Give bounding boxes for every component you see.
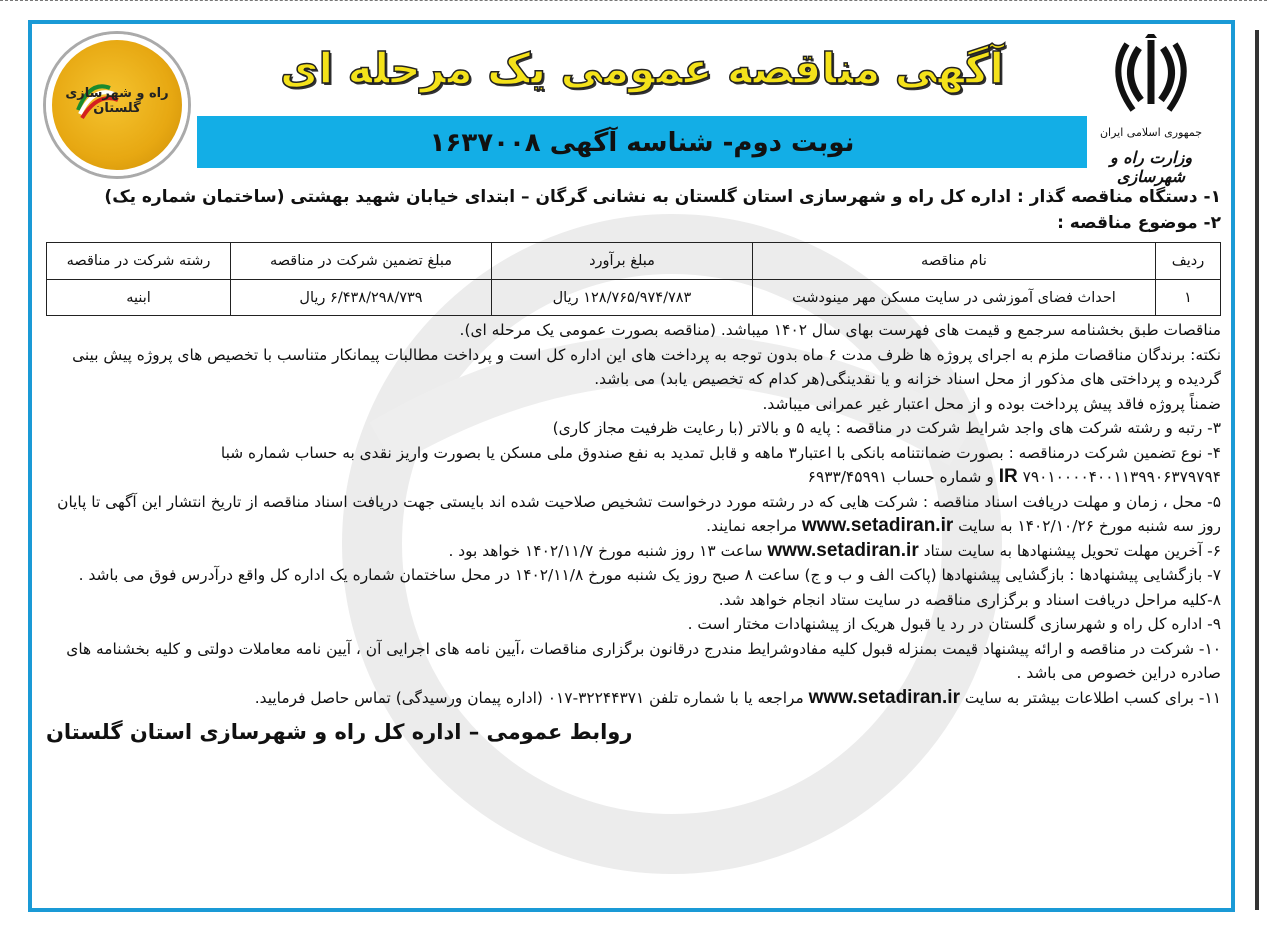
item-4-text: ۴- نوع تضمین شرکت درمناقصه : بصورت ضمانتنامه بانکی با اعتبار۳ ماهه و قابل تمدید به نفع صندوق ملی مسکن یا بصورت واریز نقدی به حساب شماره شبا bbox=[220, 443, 1221, 462]
item-11-text: ۱۱- برای کسب اطلاعات بیشتر به سایت bbox=[964, 688, 1221, 707]
item-1: ۱- دستگاه مناقصه گذار : اداره کل راه و شهرسازی استان گلستان به نشانی گرگان – ابتدای خیابان شهید بهشتی (ساختمان شماره یک) bbox=[104, 187, 1221, 207]
road-urban-golestan-logo bbox=[46, 34, 188, 176]
col-guarantee: مبلغ تضمین شرکت در مناقصه bbox=[231, 243, 492, 280]
cell-guarantee: ۶/۴۳۸/۲۹۸/۷۳۹ ریال bbox=[231, 280, 492, 316]
item-5-end: مراجعه نمایند. bbox=[706, 517, 797, 535]
top-dashed-rule bbox=[0, 0, 1267, 11]
item-9: ۹- اداره کل راه و شهرسازی گلستان در رد یا قبول هریک از پیشنهادات مختار است . bbox=[687, 615, 1221, 633]
cell-estimate: ۱۲۸/۷۶۵/۹۷۴/۷۸۳ ریال bbox=[492, 280, 753, 316]
para-basis: مناقصات طبق بخشنامه سرجمع و قیمت های فهرست بهای سال ۱۴۰۲ میباشد. (مناقصه بصورت عمومی یک مرحله ای). bbox=[459, 321, 1221, 339]
page-edge-line bbox=[1255, 30, 1259, 910]
cell-row: ۱ bbox=[1156, 280, 1221, 316]
notice-id: نوبت دوم- شناسه آگهی ۱۶۳۷۰۰۸ bbox=[429, 128, 855, 158]
item-5 bbox=[46, 490, 1221, 539]
item-4-ir: IR bbox=[998, 466, 1018, 487]
republic-label: جمهوری اسلامی ایران bbox=[1099, 126, 1203, 139]
ministry-label: وزارت راه و شهرسازی bbox=[1109, 148, 1193, 186]
col-row: ردیف bbox=[1156, 243, 1221, 280]
item-7: ۷- بازگشایی پیشنهادها : بازگشایی پیشنهادها (پاکت الف و ب و ج) ساعت ۸ صبح روز یک شنبه مورخ ۱۴۰۲/۱۱/۸ در محل ساختمان شماره یک اداره کل واقع درآدرس فوق می باشد . bbox=[78, 566, 1221, 584]
item-3: ۳- رتبه و رشته شرکت های واجد شرایط شرکت در مناقصه : پایه ۵ و بالاتر (با رعایت ظرفیت مجاز کاری) bbox=[552, 419, 1221, 437]
cell-field: ابنیه bbox=[47, 280, 231, 316]
cell-name: احداث فضای آموزشی در سایت مسکن مهر مینودشت bbox=[753, 280, 1156, 316]
item-11-end: مراجعه یا با شماره تلفن ۳۲۲۴۴۳۷۱-۰۱۷ (اداره پیمان ورسیدگی) تماس حاصل فرمایید. bbox=[254, 688, 804, 707]
item-4-sheba: ۷۹۰۱۰۰۰۰۴۰۰۱۱۳۹۹۰۶۳۷۹۷۹۴ bbox=[1022, 468, 1221, 486]
table-header-row bbox=[47, 243, 1221, 280]
item-6-end: ساعت ۱۳ روز شنبه مورخ ۱۴۰۲/۱۱/۷ خواهد بود . bbox=[448, 541, 763, 560]
item-5-text: ۵- محل ، زمان و مهلت دریافت اسناد مناقصه : شرکت هایی که در رشته مورد درخواست تشخیص صلاحیت شده اند بایستی جهت دریافت اسناد مناقصه از تاریخ انتشار این آگهی تا پایان روز سه شنبه مورخ ۱۴۰۲/۱۰/۲۶ به سایت bbox=[57, 492, 1221, 535]
item-5-site-link[interactable]: www.setadiran.ir bbox=[801, 515, 954, 536]
tender-table bbox=[46, 242, 1221, 316]
para-note: نکته: برندگان مناقصات ملزم به اجرای پروژه ها ظرف مدت ۶ ماه بدون توجه به پرداخت های این اداره کل است و پرداخت مطالبات پیمانکار متناسب با تخصیص های پروژه پیش بینی گردیده و پرداختی های مذکور از محل اسناد خزانه و یا نقدینگی(هر کدام که تخصیص یابد) می باشد. bbox=[72, 345, 1221, 388]
item-6-site-link[interactable]: www.setadiran.ir bbox=[767, 539, 919, 561]
item-4-account: و شماره حساب ۶۹۳۳/۴۵۹۹۱ bbox=[807, 468, 994, 486]
table-row bbox=[47, 280, 1221, 316]
title-banner bbox=[197, 36, 1087, 168]
item-6 bbox=[46, 539, 1221, 564]
col-field: رشته شرکت در مناقصه bbox=[47, 243, 231, 280]
item-10: ۱۰- شرکت در مناقصه و ارائه پیشنهاد قیمت بمنزله قبول کلیه مفادوشرایط مندرج درقانون برگزاری مناقصات ،آیین نامه های اجرایی آن ، آیین نامه معاملات دولتی و کلیه بخشنامه های صادره دراین خصوص می باشد . bbox=[66, 639, 1221, 682]
item-8: ۸-کلیه مراحل دریافت اسناد و برگزاری مناقصه در سایت ستاد انجام خواهد شد. bbox=[718, 590, 1221, 609]
page-title: آگهی مناقصه عمومی یک مرحله ای bbox=[280, 44, 1004, 93]
col-estimate: مبلغ برآورد bbox=[492, 243, 753, 280]
item-11 bbox=[46, 686, 1221, 711]
item-2: ۲- موضوع مناقصه : bbox=[1057, 213, 1221, 233]
notice-body bbox=[46, 184, 1221, 744]
item-6-text: ۶- آخرین مهلت تحویل پیشنهادها به سایت ستاد bbox=[923, 541, 1221, 560]
notice-frame bbox=[28, 20, 1235, 912]
ministry-logo bbox=[1081, 34, 1221, 186]
item-4 bbox=[46, 441, 1221, 490]
col-name: نام مناقصه bbox=[753, 243, 1156, 280]
footer-signature: روابط عمومی – اداره کل راه و شهرسازی استان گلستان bbox=[46, 720, 633, 744]
left-logo-text: راه و شهرسازی گلستان bbox=[65, 86, 169, 116]
iran-emblem-icon bbox=[1111, 34, 1191, 120]
para-prepayment: ضمناً پروژه فاقد پیش پرداخت بوده و از محل اعتبار غیر عمرانی میباشد. bbox=[762, 394, 1221, 413]
item-11-site-link[interactable]: www.setadiran.ir bbox=[808, 686, 960, 708]
